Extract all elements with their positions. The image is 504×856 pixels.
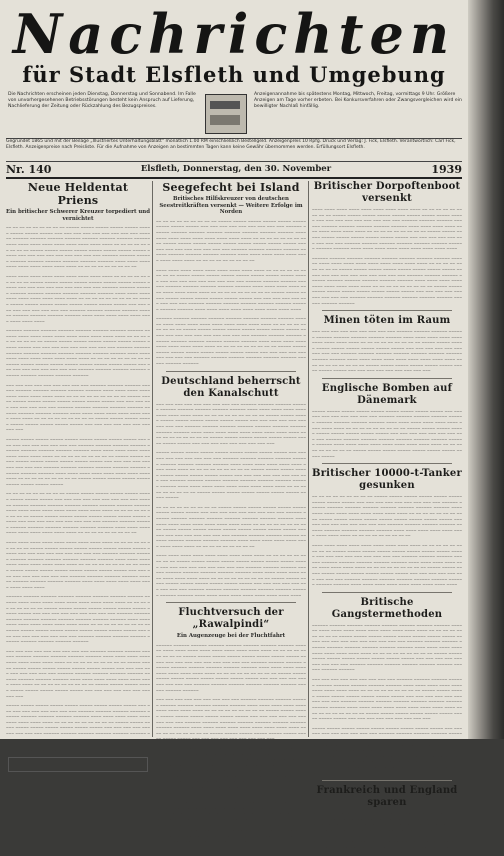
article-body: ‒‒‒‒‒ ‒‒‒‒‒ ‒‒‒‒‒ ‒‒‒‒‒ ‒‒‒‒‒ ‒‒‒‒‒ ‒‒‒‒‒ ‒‒‒‒‒ ‒‒‒‒‒ ‒‒‒ ‒‒‒ ‒‒‒ ‒‒‒ ‒‒‒ ‒‒‒ ‒‒‒ ‒‒‒ ‒‒‒ ‒‒‒‒‒‒ ‒‒‒‒‒‒ ‒‒‒‒‒‒ ‒‒‒‒‒‒ ‒‒‒‒‒‒ ‒‒‒‒‒‒ ‒‒‒‒‒‒ ‒‒‒‒‒‒ ‒‒‒‒‒‒ ‒‒‒‒ ‒‒‒‒ ‒‒‒‒ ‒‒‒‒ ‒‒‒‒ ‒‒‒‒ ‒‒‒‒ ‒‒‒‒ ‒‒‒‒ ‒‒ ‒‒ ‒‒ ‒‒ ‒‒ ‒‒ ‒‒ ‒‒ ‒‒ ‒‒‒‒‒ ‒‒‒‒‒ ‒‒‒‒‒ ‒‒‒‒‒ ‒‒‒‒‒ ‒‒‒‒‒ ‒‒‒‒‒ ‒‒‒‒‒ ‒‒‒‒‒ ‒‒‒ ‒‒‒ ‒‒‒ ‒‒‒ ‒‒‒ ‒‒‒ ‒‒‒ ‒‒‒ ‒‒‒ ‒‒‒‒‒‒ ‒‒‒‒‒‒ ‒‒‒‒‒‒ ‒‒‒‒‒‒ ‒‒‒‒‒‒ ‒‒‒‒‒‒ ‒‒‒‒‒‒ ‒‒‒‒‒‒ ‒‒‒‒‒‒ ‒‒‒‒ ‒‒‒‒ ‒‒‒‒ ‒‒‒‒ ‒‒‒‒ ‒‒‒‒ ‒‒‒‒ ‒‒‒‒ ‒‒‒‒ ‒‒ ‒‒ ‒‒ ‒‒ ‒‒ ‒‒ ‒‒ ‒‒ ‒‒ ‒‒‒‒‒ ‒‒‒‒‒ ‒‒‒‒‒ ‒‒‒‒‒ ‒‒‒‒‒ ‒‒‒‒‒ ‒‒‒‒‒ ‒‒‒‒‒ ‒‒‒‒‒ xyxy=(312,408,462,459)
deck-priens: Ein britischer Schwerer Kreuzer torpediert und vernichtet xyxy=(6,209,150,222)
headline-daenemark: Englische Bomben auf Dänemark xyxy=(321,382,453,406)
article-body: ‒‒‒‒ ‒‒‒‒ ‒‒‒‒ ‒‒‒‒ ‒‒‒‒ ‒‒‒‒ ‒‒‒‒ ‒‒‒‒ ‒‒‒‒ ‒‒ ‒‒ ‒‒ ‒‒ ‒‒ ‒‒ ‒‒ ‒‒ ‒‒ ‒‒‒‒‒ ‒‒‒‒‒ ‒‒‒‒‒ ‒‒‒‒‒ ‒‒‒‒‒ ‒‒‒‒‒ ‒‒‒‒‒ ‒‒‒‒‒ ‒‒‒‒‒ ‒‒‒ ‒‒‒ ‒‒‒ ‒‒‒ ‒‒‒ ‒‒‒ ‒‒‒ ‒‒‒ ‒‒‒ ‒‒‒‒‒‒ ‒‒‒‒‒‒ ‒‒‒‒‒‒ ‒‒‒‒‒‒ ‒‒‒‒‒‒ ‒‒‒‒‒‒ ‒‒‒‒‒‒ ‒‒‒‒‒‒ ‒‒‒‒‒‒ ‒‒‒‒ ‒‒‒‒ ‒‒‒‒ ‒‒‒‒ ‒‒‒‒ ‒‒‒‒ ‒‒‒‒ ‒‒‒‒ ‒‒‒‒ ‒‒ ‒‒ ‒‒ ‒‒ ‒‒ ‒‒ ‒‒ ‒‒ ‒‒ ‒‒‒‒‒ ‒‒‒‒‒ ‒‒‒‒‒ ‒‒‒‒‒ ‒‒‒‒‒ ‒‒‒‒‒ ‒‒‒‒‒ ‒‒‒‒‒ ‒‒‒‒‒ ‒‒‒ ‒‒‒ ‒‒‒ ‒‒‒ ‒‒‒ ‒‒‒ ‒‒‒ ‒‒‒ ‒‒‒ ‒‒‒‒‒‒ ‒‒‒‒‒‒ ‒‒‒‒‒‒ ‒‒‒‒‒‒ ‒‒‒‒‒‒ ‒‒‒‒‒‒ ‒‒‒‒‒‒ ‒‒‒‒‒‒ ‒‒‒‒‒‒ ‒‒‒‒ ‒‒‒‒ ‒‒‒‒ ‒‒‒‒ ‒‒‒‒ ‒‒‒‒ ‒‒‒‒ ‒‒‒‒ ‒‒‒‒ xyxy=(6,273,150,324)
article-body: ‒‒‒‒‒‒ ‒‒‒‒‒‒ ‒‒‒‒‒‒ ‒‒‒‒‒‒ ‒‒‒‒‒‒ ‒‒‒‒‒‒ ‒‒‒‒‒‒ ‒‒‒‒‒‒ ‒‒‒‒‒‒ ‒‒‒‒ ‒‒‒‒ ‒‒‒‒ ‒‒‒‒ ‒‒‒‒ ‒‒‒‒ ‒‒‒‒ ‒‒‒‒ ‒‒‒‒ ‒‒ ‒‒ ‒‒ ‒‒ ‒‒ ‒‒ ‒‒ ‒‒ ‒‒ ‒‒‒‒‒ ‒‒‒‒‒ ‒‒‒‒‒ ‒‒‒‒‒ ‒‒‒‒‒ ‒‒‒‒‒ ‒‒‒‒‒ ‒‒‒‒‒ ‒‒‒‒‒ ‒‒‒ ‒‒‒ ‒‒‒ ‒‒‒ ‒‒‒ ‒‒‒ ‒‒‒ ‒‒‒ ‒‒‒ ‒‒‒‒‒‒ ‒‒‒‒‒‒ ‒‒‒‒‒‒ ‒‒‒‒‒‒ ‒‒‒‒‒‒ ‒‒‒‒‒‒ ‒‒‒‒‒‒ ‒‒‒‒‒‒ ‒‒‒‒‒‒ ‒‒‒‒ ‒‒‒‒ ‒‒‒‒ ‒‒‒‒ ‒‒‒‒ ‒‒‒‒ ‒‒‒‒ ‒‒‒‒ ‒‒‒‒ ‒‒ ‒‒ ‒‒ ‒‒ ‒‒ ‒‒ ‒‒ ‒‒ ‒‒ ‒‒‒‒‒ ‒‒‒‒‒ ‒‒‒‒‒ ‒‒‒‒‒ ‒‒‒‒‒ ‒‒‒‒‒ ‒‒‒‒‒ ‒‒‒‒‒ ‒‒‒‒‒ ‒‒‒ ‒‒‒ ‒‒‒ ‒‒‒ ‒‒‒ ‒‒‒ ‒‒‒ ‒‒‒ ‒‒‒ ‒‒‒‒‒‒ ‒‒‒‒‒‒ ‒‒‒‒‒‒ ‒‒‒‒‒‒ ‒‒‒‒‒‒ ‒‒‒‒‒‒ ‒‒‒‒‒‒ ‒‒‒‒‒‒ ‒‒‒‒‒‒ xyxy=(6,594,150,645)
article-body: ‒‒‒‒‒‒ ‒‒‒‒‒‒ ‒‒‒‒‒‒ ‒‒‒‒‒‒ ‒‒‒‒‒‒ ‒‒‒‒‒‒ ‒‒‒‒‒‒ ‒‒‒‒‒‒ ‒‒‒‒‒‒ ‒‒‒‒ ‒‒‒‒ ‒‒‒‒ ‒‒‒‒ ‒‒‒‒ ‒‒‒‒ ‒‒‒‒ ‒‒‒‒ ‒‒‒‒ ‒‒ ‒‒ ‒‒ ‒‒ ‒‒ ‒‒ ‒‒ ‒‒ ‒‒ ‒‒‒‒‒ ‒‒‒‒‒ ‒‒‒‒‒ ‒‒‒‒‒ ‒‒‒‒‒ ‒‒‒‒‒ ‒‒‒‒‒ ‒‒‒‒‒ ‒‒‒‒‒ ‒‒‒ ‒‒‒ ‒‒‒ ‒‒‒ ‒‒‒ ‒‒‒ ‒‒‒ ‒‒‒ ‒‒‒ ‒‒‒‒‒‒ ‒‒‒‒‒‒ ‒‒‒‒‒‒ ‒‒‒‒‒‒ ‒‒‒‒‒‒ ‒‒‒‒‒‒ ‒‒‒‒‒‒ ‒‒‒‒‒‒ ‒‒‒‒‒‒ ‒‒‒‒ ‒‒‒‒ ‒‒‒‒ ‒‒‒‒ ‒‒‒‒ ‒‒‒‒ ‒‒‒‒ ‒‒‒‒ ‒‒‒‒ ‒‒ ‒‒ ‒‒ ‒‒ ‒‒ ‒‒ ‒‒ ‒‒ ‒‒ ‒‒‒‒‒ ‒‒‒‒‒ ‒‒‒‒‒ ‒‒‒‒‒ ‒‒‒‒‒ ‒‒‒‒‒ ‒‒‒‒‒ ‒‒‒‒‒ ‒‒‒‒‒ ‒‒‒ ‒‒‒ ‒‒‒ ‒‒‒ ‒‒‒ ‒‒‒ ‒‒‒ ‒‒‒ ‒‒‒ ‒‒‒‒‒‒ ‒‒‒‒‒‒ ‒‒‒‒‒‒ ‒‒‒‒‒‒ ‒‒‒‒‒‒ ‒‒‒‒‒‒ ‒‒‒‒‒‒ ‒‒‒‒‒‒ ‒‒‒‒‒‒ xyxy=(156,642,306,693)
column-2 xyxy=(156,181,306,845)
issue-number: Nr. 140 xyxy=(6,163,52,176)
article-body: ‒‒‒ ‒‒‒ ‒‒‒ ‒‒‒ ‒‒‒ ‒‒‒ ‒‒‒ ‒‒‒ ‒‒‒ ‒‒‒‒‒‒ ‒‒‒‒‒‒ ‒‒‒‒‒‒ ‒‒‒‒‒‒ ‒‒‒‒‒‒ ‒‒‒‒‒‒ ‒‒‒‒‒‒ ‒‒‒‒‒‒ ‒‒‒‒‒‒ ‒‒‒‒ ‒‒‒‒ ‒‒‒‒ ‒‒‒‒ ‒‒‒‒ ‒‒‒‒ ‒‒‒‒ ‒‒‒‒ ‒‒‒‒ ‒‒ ‒‒ ‒‒ ‒‒ ‒‒ ‒‒ ‒‒ ‒‒ ‒‒ ‒‒‒‒‒ ‒‒‒‒‒ ‒‒‒‒‒ ‒‒‒‒‒ ‒‒‒‒‒ ‒‒‒‒‒ ‒‒‒‒‒ ‒‒‒‒‒ ‒‒‒‒‒ ‒‒‒ ‒‒‒ ‒‒‒ ‒‒‒ ‒‒‒ ‒‒‒ ‒‒‒ ‒‒‒ ‒‒‒ ‒‒‒‒‒‒ ‒‒‒‒‒‒ ‒‒‒‒‒‒ ‒‒‒‒‒‒ ‒‒‒‒‒‒ ‒‒‒‒‒‒ ‒‒‒‒‒‒ ‒‒‒‒‒‒ ‒‒‒‒‒‒ ‒‒‒‒ ‒‒‒‒ ‒‒‒‒ ‒‒‒‒ ‒‒‒‒ ‒‒‒‒ ‒‒‒‒ ‒‒‒‒ ‒‒‒‒ ‒‒ ‒‒ ‒‒ ‒‒ ‒‒ ‒‒ ‒‒ ‒‒ ‒‒ ‒‒‒‒‒ ‒‒‒‒‒ ‒‒‒‒‒ ‒‒‒‒‒ ‒‒‒‒‒ ‒‒‒‒‒ ‒‒‒‒‒ ‒‒‒‒‒ ‒‒‒‒‒ ‒‒‒ ‒‒‒ ‒‒‒ ‒‒‒ ‒‒‒ ‒‒‒ ‒‒‒ ‒‒‒ ‒‒‒ xyxy=(6,648,150,699)
masthead-title: Nachrichten xyxy=(12,2,456,66)
article-body: ‒‒ ‒‒ ‒‒ ‒‒ ‒‒ ‒‒ ‒‒ ‒‒ ‒‒ ‒‒‒‒‒ ‒‒‒‒‒ ‒‒‒‒‒ ‒‒‒‒‒ ‒‒‒‒‒ ‒‒‒‒‒ ‒‒‒‒‒ ‒‒‒‒‒ ‒‒‒‒‒ ‒‒‒ ‒‒‒ ‒‒‒ ‒‒‒ ‒‒‒ ‒‒‒ ‒‒‒ ‒‒‒ ‒‒‒ ‒‒‒‒‒‒ ‒‒‒‒‒‒ ‒‒‒‒‒‒ ‒‒‒‒‒‒ ‒‒‒‒‒‒ ‒‒‒‒‒‒ ‒‒‒‒‒‒ ‒‒‒‒‒‒ ‒‒‒‒‒‒ ‒‒‒‒ ‒‒‒‒ ‒‒‒‒ ‒‒‒‒ ‒‒‒‒ ‒‒‒‒ ‒‒‒‒ ‒‒‒‒ ‒‒‒‒ ‒‒ ‒‒ ‒‒ ‒‒ ‒‒ ‒‒ ‒‒ ‒‒ ‒‒ ‒‒‒‒‒ ‒‒‒‒‒ ‒‒‒‒‒ ‒‒‒‒‒ ‒‒‒‒‒ ‒‒‒‒‒ ‒‒‒‒‒ ‒‒‒‒‒ ‒‒‒‒‒ ‒‒‒ ‒‒‒ ‒‒‒ ‒‒‒ ‒‒‒ ‒‒‒ ‒‒‒ ‒‒‒ ‒‒‒ ‒‒‒‒‒‒ ‒‒‒‒‒‒ ‒‒‒‒‒‒ ‒‒‒‒‒‒ ‒‒‒‒‒‒ ‒‒‒‒‒‒ ‒‒‒‒‒‒ ‒‒‒‒‒‒ ‒‒‒‒‒‒ ‒‒‒‒ ‒‒‒‒ ‒‒‒‒ ‒‒‒‒ ‒‒‒‒ ‒‒‒‒ ‒‒‒‒ ‒‒‒‒ ‒‒‒‒ ‒‒ ‒‒ ‒‒ ‒‒ ‒‒ ‒‒ ‒‒ ‒‒ ‒‒ xyxy=(156,218,306,263)
article-body: ‒‒‒‒‒‒ ‒‒‒‒‒‒ ‒‒‒‒‒‒ ‒‒‒‒‒‒ ‒‒‒‒‒‒ ‒‒‒‒‒‒ ‒‒‒‒‒‒ ‒‒‒‒‒‒ ‒‒‒‒‒‒ ‒‒‒‒ ‒‒‒‒ ‒‒‒‒ ‒‒‒‒ ‒‒‒‒ ‒‒‒‒ ‒‒‒‒ ‒‒‒‒ ‒‒‒‒ ‒‒ ‒‒ ‒‒ ‒‒ ‒‒ ‒‒ ‒‒ ‒‒ ‒‒ ‒‒‒‒‒ ‒‒‒‒‒ ‒‒‒‒‒ ‒‒‒‒‒ ‒‒‒‒‒ ‒‒‒‒‒ ‒‒‒‒‒ ‒‒‒‒‒ ‒‒‒‒‒ ‒‒‒ ‒‒‒ ‒‒‒ ‒‒‒ ‒‒‒ ‒‒‒ ‒‒‒ ‒‒‒ ‒‒‒ ‒‒‒‒‒‒ ‒‒‒‒‒‒ ‒‒‒‒‒‒ ‒‒‒‒‒‒ ‒‒‒‒‒‒ ‒‒‒‒‒‒ ‒‒‒‒‒‒ ‒‒‒‒‒‒ ‒‒‒‒‒‒ ‒‒‒‒ ‒‒‒‒ ‒‒‒‒ ‒‒‒‒ ‒‒‒‒ ‒‒‒‒ ‒‒‒‒ ‒‒‒‒ ‒‒‒‒ ‒‒ ‒‒ ‒‒ ‒‒ ‒‒ ‒‒ ‒‒ ‒‒ ‒‒ ‒‒‒‒‒ ‒‒‒‒‒ ‒‒‒‒‒ ‒‒‒‒‒ ‒‒‒‒‒ ‒‒‒‒‒ ‒‒‒‒‒ ‒‒‒‒‒ ‒‒‒‒‒ ‒‒‒ ‒‒‒ ‒‒‒ ‒‒‒ ‒‒‒ ‒‒‒ ‒‒‒ ‒‒‒ ‒‒‒ ‒‒‒‒‒‒ ‒‒‒‒‒‒ ‒‒‒‒‒‒ ‒‒‒‒‒‒ ‒‒‒‒‒‒ ‒‒‒‒‒‒ ‒‒‒‒‒‒ ‒‒‒‒‒‒ ‒‒‒‒‒‒ xyxy=(312,255,462,306)
year: 1939 xyxy=(431,163,462,176)
article-body: ‒‒‒‒‒‒ ‒‒‒‒‒‒ ‒‒‒‒‒‒ ‒‒‒‒‒‒ ‒‒‒‒‒‒ ‒‒‒‒‒‒ ‒‒‒‒‒‒ ‒‒‒‒‒‒ ‒‒‒‒‒‒ ‒‒‒‒ ‒‒‒‒ ‒‒‒‒ ‒‒‒‒ ‒‒‒‒ ‒‒‒‒ ‒‒‒‒ ‒‒‒‒ ‒‒‒‒ ‒‒ ‒‒ ‒‒ ‒‒ ‒‒ ‒‒ ‒‒ ‒‒ ‒‒ ‒‒‒‒‒ ‒‒‒‒‒ ‒‒‒‒‒ ‒‒‒‒‒ ‒‒‒‒‒ ‒‒‒‒‒ ‒‒‒‒‒ ‒‒‒‒‒ ‒‒‒‒‒ ‒‒‒ ‒‒‒ ‒‒‒ ‒‒‒ ‒‒‒ ‒‒‒ ‒‒‒ ‒‒‒ ‒‒‒ ‒‒‒‒‒‒ ‒‒‒‒‒‒ ‒‒‒‒‒‒ ‒‒‒‒‒‒ ‒‒‒‒‒‒ ‒‒‒‒‒‒ ‒‒‒‒‒‒ ‒‒‒‒‒‒ ‒‒‒‒‒‒ ‒‒‒‒ ‒‒‒‒ ‒‒‒‒ ‒‒‒‒ ‒‒‒‒ ‒‒‒‒ ‒‒‒‒ ‒‒‒‒ ‒‒‒‒ ‒‒ ‒‒ ‒‒ ‒‒ ‒‒ ‒‒ ‒‒ ‒‒ ‒‒ ‒‒‒‒‒ ‒‒‒‒‒ ‒‒‒‒‒ ‒‒‒‒‒ ‒‒‒‒‒ ‒‒‒‒‒ ‒‒‒‒‒ ‒‒‒‒‒ ‒‒‒‒‒ ‒‒‒ ‒‒‒ ‒‒‒ ‒‒‒ ‒‒‒ ‒‒‒ ‒‒‒ ‒‒‒ ‒‒‒ ‒‒‒‒‒‒ ‒‒‒‒‒‒ ‒‒‒‒‒‒ ‒‒‒‒‒‒ ‒‒‒‒‒‒ ‒‒‒‒‒‒ ‒‒‒‒‒‒ ‒‒‒‒‒‒ ‒‒‒‒‒‒ xyxy=(312,622,462,673)
header-notice-right: Anzeigenannahme bis spätestens Montag, Mittwoch, Freitag, vormittags 9 Uhr. Größere Anzeigen am Tage vorher erbeten. Bei Konkursverfahren oder Zwangsvergleichen wird ein bewilligter Nachlaß hinfällig. xyxy=(254,92,462,109)
article-body: ‒‒‒ ‒‒‒ ‒‒‒ ‒‒‒ ‒‒‒ ‒‒‒ ‒‒‒ ‒‒‒ ‒‒‒ ‒‒‒‒‒‒ ‒‒‒‒‒‒ ‒‒‒‒‒‒ ‒‒‒‒‒‒ ‒‒‒‒‒‒ ‒‒‒‒‒‒ ‒‒‒‒‒‒ ‒‒‒‒‒‒ ‒‒‒‒‒‒ ‒‒‒‒ ‒‒‒‒ ‒‒‒‒ ‒‒‒‒ ‒‒‒‒ ‒‒‒‒ ‒‒‒‒ ‒‒‒‒ ‒‒‒‒ ‒‒ ‒‒ ‒‒ ‒‒ ‒‒ ‒‒ ‒‒ ‒‒ ‒‒ ‒‒‒‒‒ ‒‒‒‒‒ ‒‒‒‒‒ ‒‒‒‒‒ ‒‒‒‒‒ ‒‒‒‒‒ ‒‒‒‒‒ ‒‒‒‒‒ ‒‒‒‒‒ ‒‒‒ ‒‒‒ ‒‒‒ ‒‒‒ ‒‒‒ ‒‒‒ ‒‒‒ ‒‒‒ ‒‒‒ ‒‒‒‒‒‒ ‒‒‒‒‒‒ ‒‒‒‒‒‒ ‒‒‒‒‒‒ ‒‒‒‒‒‒ ‒‒‒‒‒‒ ‒‒‒‒‒‒ ‒‒‒‒‒‒ ‒‒‒‒‒‒ ‒‒‒‒ ‒‒‒‒ ‒‒‒‒ ‒‒‒‒ ‒‒‒‒ ‒‒‒‒ ‒‒‒‒ ‒‒‒‒ ‒‒‒‒ ‒‒ ‒‒ ‒‒ ‒‒ ‒‒ ‒‒ ‒‒ ‒‒ ‒‒ ‒‒‒‒‒ ‒‒‒‒‒ ‒‒‒‒‒ ‒‒‒‒‒ ‒‒‒‒‒ ‒‒‒‒‒ ‒‒‒‒‒ ‒‒‒‒‒ ‒‒‒‒‒ ‒‒‒ ‒‒‒ ‒‒‒ ‒‒‒ ‒‒‒ ‒‒‒ ‒‒‒ ‒‒‒ ‒‒‒ xyxy=(312,677,462,722)
article-body: ‒‒ ‒‒ ‒‒ ‒‒ ‒‒ ‒‒ ‒‒ ‒‒ ‒‒ ‒‒‒‒‒ ‒‒‒‒‒ ‒‒‒‒‒ ‒‒‒‒‒ ‒‒‒‒‒ ‒‒‒‒‒ ‒‒‒‒‒ ‒‒‒‒‒ ‒‒‒‒‒ ‒‒‒ ‒‒‒ ‒‒‒ ‒‒‒ ‒‒‒ ‒‒‒ ‒‒‒ ‒‒‒ ‒‒‒ ‒‒‒‒‒‒ ‒‒‒‒‒‒ ‒‒‒‒‒‒ ‒‒‒‒‒‒ ‒‒‒‒‒‒ ‒‒‒‒‒‒ ‒‒‒‒‒‒ ‒‒‒‒‒‒ ‒‒‒‒‒‒ ‒‒‒‒ ‒‒‒‒ ‒‒‒‒ ‒‒‒‒ ‒‒‒‒ ‒‒‒‒ ‒‒‒‒ ‒‒‒‒ ‒‒‒‒ ‒‒ ‒‒ ‒‒ ‒‒ ‒‒ ‒‒ ‒‒ ‒‒ ‒‒ ‒‒‒‒‒ ‒‒‒‒‒ ‒‒‒‒‒ ‒‒‒‒‒ ‒‒‒‒‒ ‒‒‒‒‒ ‒‒‒‒‒ ‒‒‒‒‒ ‒‒‒‒‒ ‒‒‒ ‒‒‒ ‒‒‒ ‒‒‒ ‒‒‒ ‒‒‒ ‒‒‒ ‒‒‒ ‒‒‒ ‒‒‒‒‒‒ ‒‒‒‒‒‒ ‒‒‒‒‒‒ ‒‒‒‒‒‒ ‒‒‒‒‒‒ ‒‒‒‒‒‒ ‒‒‒‒‒‒ ‒‒‒‒‒‒ ‒‒‒‒‒‒ ‒‒‒‒ ‒‒‒‒ ‒‒‒‒ ‒‒‒‒ ‒‒‒‒ ‒‒‒‒ ‒‒‒‒ ‒‒‒‒ ‒‒‒‒ ‒‒ ‒‒ ‒‒ ‒‒ ‒‒ ‒‒ ‒‒ ‒‒ ‒‒ xyxy=(6,491,150,536)
header-notice-left: Die Nachrichten erscheinen jeden Dienstag, Donnerstag und Sonnabend. Im Falle von unvorhergesehenen Betriebsstörungen besteht kein Anspruch auf Lieferung, Nachlieferung der Zeitung oder Rückzahlung des Bezugspreises. xyxy=(8,92,196,109)
article-separator xyxy=(166,602,296,603)
column-rule xyxy=(308,181,309,737)
article-body: ‒‒‒‒ ‒‒‒‒ ‒‒‒‒ ‒‒‒‒ ‒‒‒‒ ‒‒‒‒ ‒‒‒‒ ‒‒‒‒ ‒‒‒‒ ‒‒ ‒‒ ‒‒ ‒‒ ‒‒ ‒‒ ‒‒ ‒‒ ‒‒ ‒‒‒‒‒ ‒‒‒‒‒ ‒‒‒‒‒ ‒‒‒‒‒ ‒‒‒‒‒ ‒‒‒‒‒ ‒‒‒‒‒ ‒‒‒‒‒ ‒‒‒‒‒ ‒‒‒ ‒‒‒ ‒‒‒ ‒‒‒ ‒‒‒ ‒‒‒ ‒‒‒ ‒‒‒ ‒‒‒ ‒‒‒‒‒‒ ‒‒‒‒‒‒ ‒‒‒‒‒‒ ‒‒‒‒‒‒ ‒‒‒‒‒‒ ‒‒‒‒‒‒ ‒‒‒‒‒‒ ‒‒‒‒‒‒ ‒‒‒‒‒‒ ‒‒‒‒ ‒‒‒‒ ‒‒‒‒ ‒‒‒‒ ‒‒‒‒ ‒‒‒‒ ‒‒‒‒ ‒‒‒‒ ‒‒‒‒ ‒‒ ‒‒ ‒‒ ‒‒ ‒‒ ‒‒ ‒‒ ‒‒ ‒‒ ‒‒‒‒‒ ‒‒‒‒‒ ‒‒‒‒‒ ‒‒‒‒‒ ‒‒‒‒‒ ‒‒‒‒‒ ‒‒‒‒‒ ‒‒‒‒‒ ‒‒‒‒‒ ‒‒‒ ‒‒‒ ‒‒‒ ‒‒‒ ‒‒‒ ‒‒‒ ‒‒‒ ‒‒‒ ‒‒‒ ‒‒‒‒‒‒ ‒‒‒‒‒‒ ‒‒‒‒‒‒ ‒‒‒‒‒‒ ‒‒‒‒‒‒ ‒‒‒‒‒‒ ‒‒‒‒‒‒ ‒‒‒‒‒‒ ‒‒‒‒‒‒ ‒‒‒‒ ‒‒‒‒ ‒‒‒‒ ‒‒‒‒ ‒‒‒‒ ‒‒‒‒ ‒‒‒‒ ‒‒‒‒ ‒‒‒‒ xyxy=(156,553,306,598)
headline-island: Seegefecht bei Island xyxy=(162,181,300,194)
article-body: ‒‒‒ ‒‒‒ ‒‒‒ ‒‒‒ ‒‒‒ ‒‒‒ ‒‒‒ ‒‒‒ ‒‒‒ ‒‒‒‒‒‒ ‒‒‒‒‒‒ ‒‒‒‒‒‒ ‒‒‒‒‒‒ ‒‒‒‒‒‒ ‒‒‒‒‒‒ ‒‒‒‒‒‒ ‒‒‒‒‒‒ ‒‒‒‒‒‒ ‒‒‒‒ ‒‒‒‒ ‒‒‒‒ ‒‒‒‒ ‒‒‒‒ ‒‒‒‒ ‒‒‒‒ ‒‒‒‒ ‒‒‒‒ ‒‒ ‒‒ ‒‒ ‒‒ ‒‒ ‒‒ ‒‒ ‒‒ ‒‒ ‒‒‒‒‒ ‒‒‒‒‒ ‒‒‒‒‒ ‒‒‒‒‒ ‒‒‒‒‒ ‒‒‒‒‒ ‒‒‒‒‒ ‒‒‒‒‒ ‒‒‒‒‒ ‒‒‒ ‒‒‒ ‒‒‒ ‒‒‒ ‒‒‒ ‒‒‒ ‒‒‒ ‒‒‒ ‒‒‒ ‒‒‒‒‒‒ ‒‒‒‒‒‒ ‒‒‒‒‒‒ ‒‒‒‒‒‒ ‒‒‒‒‒‒ ‒‒‒‒‒‒ ‒‒‒‒‒‒ ‒‒‒‒‒‒ ‒‒‒‒‒‒ ‒‒‒‒ ‒‒‒‒ ‒‒‒‒ ‒‒‒‒ ‒‒‒‒ ‒‒‒‒ ‒‒‒‒ ‒‒‒‒ ‒‒‒‒ ‒‒ ‒‒ ‒‒ ‒‒ ‒‒ ‒‒ ‒‒ ‒‒ ‒‒ ‒‒‒‒‒ ‒‒‒‒‒ ‒‒‒‒‒ ‒‒‒‒‒ ‒‒‒‒‒ ‒‒‒‒‒ ‒‒‒‒‒ ‒‒‒‒‒ ‒‒‒‒‒ ‒‒‒ ‒‒‒ ‒‒‒ ‒‒‒ ‒‒‒ ‒‒‒ ‒‒‒ ‒‒‒ ‒‒‒ xyxy=(156,697,306,742)
publisher-strip: Gegründet 1865 und mit der Beilage „Illustriertes Unterhaltungsblatt“ monatlich 1.00 RM einschließlich Bestellgeld. Anzeigenpreis 10 Rpfg. Druck und Verlag: J. Fick, Elsfleth. Verantwortlich: Carl Fick, Elsfleth. Anzeigenpreise nach Preisliste. Für die Aufnahme von Anzeigen an bestimmten Tagen kann keine Gewähr übernommen werden. Erfüllungsort Elsfleth. xyxy=(6,138,462,162)
article-body: ‒‒ ‒‒ ‒‒ ‒‒ ‒‒ ‒‒ ‒‒ ‒‒ ‒‒ ‒‒‒‒‒ ‒‒‒‒‒ ‒‒‒‒‒ ‒‒‒‒‒ ‒‒‒‒‒ ‒‒‒‒‒ ‒‒‒‒‒ ‒‒‒‒‒ ‒‒‒‒‒ ‒‒‒ ‒‒‒ ‒‒‒ ‒‒‒ ‒‒‒ ‒‒‒ ‒‒‒ ‒‒‒ ‒‒‒ ‒‒‒‒‒‒ ‒‒‒‒‒‒ ‒‒‒‒‒‒ ‒‒‒‒‒‒ ‒‒‒‒‒‒ ‒‒‒‒‒‒ ‒‒‒‒‒‒ ‒‒‒‒‒‒ ‒‒‒‒‒‒ ‒‒‒‒ ‒‒‒‒ ‒‒‒‒ ‒‒‒‒ ‒‒‒‒ ‒‒‒‒ ‒‒‒‒ ‒‒‒‒ ‒‒‒‒ ‒‒ ‒‒ ‒‒ ‒‒ ‒‒ ‒‒ ‒‒ ‒‒ ‒‒ ‒‒‒‒‒ ‒‒‒‒‒ ‒‒‒‒‒ ‒‒‒‒‒ ‒‒‒‒‒ ‒‒‒‒‒ ‒‒‒‒‒ ‒‒‒‒‒ ‒‒‒‒‒ ‒‒‒ ‒‒‒ ‒‒‒ ‒‒‒ ‒‒‒ ‒‒‒ ‒‒‒ ‒‒‒ ‒‒‒ ‒‒‒‒‒‒ ‒‒‒‒‒‒ ‒‒‒‒‒‒ ‒‒‒‒‒‒ ‒‒‒‒‒‒ ‒‒‒‒‒‒ ‒‒‒‒‒‒ ‒‒‒‒‒‒ ‒‒‒‒‒‒ ‒‒‒‒ ‒‒‒‒ ‒‒‒‒ ‒‒‒‒ ‒‒‒‒ ‒‒‒‒ ‒‒‒‒ ‒‒‒‒ ‒‒‒‒ ‒‒ ‒‒ ‒‒ ‒‒ ‒‒ ‒‒ ‒‒ ‒‒ ‒‒ xyxy=(156,800,306,845)
article-body: ‒‒‒‒‒ ‒‒‒‒‒ ‒‒‒‒‒ ‒‒‒‒‒ ‒‒‒‒‒ ‒‒‒‒‒ ‒‒‒‒‒ ‒‒‒‒‒ ‒‒‒‒‒ ‒‒‒ ‒‒‒ ‒‒‒ ‒‒‒ ‒‒‒ ‒‒‒ ‒‒‒ ‒‒‒ ‒‒‒ ‒‒‒‒‒‒ ‒‒‒‒‒‒ ‒‒‒‒‒‒ ‒‒‒‒‒‒ ‒‒‒‒‒‒ ‒‒‒‒‒‒ ‒‒‒‒‒‒ ‒‒‒‒‒‒ ‒‒‒‒‒‒ ‒‒‒‒ ‒‒‒‒ ‒‒‒‒ ‒‒‒‒ ‒‒‒‒ ‒‒‒‒ ‒‒‒‒ ‒‒‒‒ ‒‒‒‒ ‒‒ ‒‒ ‒‒ ‒‒ ‒‒ ‒‒ ‒‒ ‒‒ ‒‒ ‒‒‒‒‒ ‒‒‒‒‒ ‒‒‒‒‒ ‒‒‒‒‒ ‒‒‒‒‒ ‒‒‒‒‒ ‒‒‒‒‒ ‒‒‒‒‒ ‒‒‒‒‒ ‒‒‒ ‒‒‒ ‒‒‒ ‒‒‒ ‒‒‒ ‒‒‒ ‒‒‒ ‒‒‒ ‒‒‒ ‒‒‒‒‒‒ ‒‒‒‒‒‒ ‒‒‒‒‒‒ ‒‒‒‒‒‒ ‒‒‒‒‒‒ ‒‒‒‒‒‒ ‒‒‒‒‒‒ ‒‒‒‒‒‒ ‒‒‒‒‒‒ ‒‒‒‒ ‒‒‒‒ ‒‒‒‒ ‒‒‒‒ ‒‒‒‒ ‒‒‒‒ ‒‒‒‒ ‒‒‒‒ ‒‒‒‒ ‒‒ ‒‒ ‒‒ ‒‒ ‒‒ ‒‒ ‒‒ ‒‒ ‒‒ ‒‒‒‒‒ ‒‒‒‒‒ ‒‒‒‒‒ ‒‒‒‒‒ ‒‒‒‒‒ ‒‒‒‒‒ ‒‒‒‒‒ ‒‒‒‒‒ ‒‒‒‒‒ xyxy=(156,745,306,796)
column-rule xyxy=(152,181,153,737)
book-binding xyxy=(468,0,504,739)
dateline xyxy=(6,161,462,179)
deck-rawalpindi: Ein Augenzeuge bei der Fluchtfahrt xyxy=(176,633,286,640)
article-separator xyxy=(322,310,452,311)
headline-gangster: Britische Gangstermethoden xyxy=(331,596,443,620)
article-body: ‒‒ ‒‒ ‒‒ ‒‒ ‒‒ ‒‒ ‒‒ ‒‒ ‒‒ ‒‒‒‒‒ ‒‒‒‒‒ ‒‒‒‒‒ ‒‒‒‒‒ ‒‒‒‒‒ ‒‒‒‒‒ ‒‒‒‒‒ ‒‒‒‒‒ ‒‒‒‒‒ ‒‒‒ ‒‒‒ ‒‒‒ ‒‒‒ ‒‒‒ ‒‒‒ ‒‒‒ ‒‒‒ ‒‒‒ ‒‒‒‒‒‒ ‒‒‒‒‒‒ ‒‒‒‒‒‒ ‒‒‒‒‒‒ ‒‒‒‒‒‒ ‒‒‒‒‒‒ ‒‒‒‒‒‒ ‒‒‒‒‒‒ ‒‒‒‒‒‒ ‒‒‒‒ ‒‒‒‒ ‒‒‒‒ ‒‒‒‒ ‒‒‒‒ ‒‒‒‒ ‒‒‒‒ ‒‒‒‒ ‒‒‒‒ ‒‒ ‒‒ ‒‒ ‒‒ ‒‒ ‒‒ ‒‒ ‒‒ ‒‒ ‒‒‒‒‒ ‒‒‒‒‒ ‒‒‒‒‒ ‒‒‒‒‒ ‒‒‒‒‒ ‒‒‒‒‒ ‒‒‒‒‒ ‒‒‒‒‒ ‒‒‒‒‒ ‒‒‒ ‒‒‒ ‒‒‒ ‒‒‒ ‒‒‒ ‒‒‒ ‒‒‒ ‒‒‒ ‒‒‒ ‒‒‒‒‒‒ ‒‒‒‒‒‒ ‒‒‒‒‒‒ ‒‒‒‒‒‒ ‒‒‒‒‒‒ ‒‒‒‒‒‒ ‒‒‒‒‒‒ ‒‒‒‒‒‒ ‒‒‒‒‒‒ ‒‒‒‒ ‒‒‒‒ ‒‒‒‒ ‒‒‒‒ ‒‒‒‒ ‒‒‒‒ ‒‒‒‒ ‒‒‒‒ ‒‒‒‒ ‒‒ ‒‒ ‒‒ ‒‒ ‒‒ ‒‒ ‒‒ ‒‒ ‒‒ xyxy=(312,811,462,856)
headline-vorpostenboot: Britischer Dorpoftenboot versenkt xyxy=(313,181,461,204)
article-body: ‒‒‒‒‒ ‒‒‒‒‒ ‒‒‒‒‒ ‒‒‒‒‒ ‒‒‒‒‒ ‒‒‒‒‒ ‒‒‒‒‒ ‒‒‒‒‒ ‒‒‒‒‒ ‒‒‒ ‒‒‒ ‒‒‒ ‒‒‒ ‒‒‒ ‒‒‒ ‒‒‒ ‒‒‒ ‒‒‒ ‒‒‒‒‒‒ ‒‒‒‒‒‒ ‒‒‒‒‒‒ ‒‒‒‒‒‒ ‒‒‒‒‒‒ ‒‒‒‒‒‒ ‒‒‒‒‒‒ ‒‒‒‒‒‒ ‒‒‒‒‒‒ ‒‒‒‒ ‒‒‒‒ ‒‒‒‒ ‒‒‒‒ ‒‒‒‒ ‒‒‒‒ ‒‒‒‒ ‒‒‒‒ ‒‒‒‒ ‒‒ ‒‒ ‒‒ ‒‒ ‒‒ ‒‒ ‒‒ ‒‒ ‒‒ ‒‒‒‒‒ ‒‒‒‒‒ ‒‒‒‒‒ ‒‒‒‒‒ ‒‒‒‒‒ ‒‒‒‒‒ ‒‒‒‒‒ ‒‒‒‒‒ ‒‒‒‒‒ ‒‒‒ ‒‒‒ ‒‒‒ ‒‒‒ ‒‒‒ ‒‒‒ ‒‒‒ ‒‒‒ ‒‒‒ ‒‒‒‒‒‒ ‒‒‒‒‒‒ ‒‒‒‒‒‒ ‒‒‒‒‒‒ ‒‒‒‒‒‒ ‒‒‒‒‒‒ ‒‒‒‒‒‒ ‒‒‒‒‒‒ ‒‒‒‒‒‒ ‒‒‒‒ ‒‒‒‒ ‒‒‒‒ ‒‒‒‒ ‒‒‒‒ ‒‒‒‒ ‒‒‒‒ ‒‒‒‒ ‒‒‒‒ ‒‒ ‒‒ ‒‒ ‒‒ ‒‒ ‒‒ ‒‒ ‒‒ ‒‒ ‒‒‒‒‒ ‒‒‒‒‒ ‒‒‒‒‒ ‒‒‒‒‒ ‒‒‒‒‒ ‒‒‒‒‒ ‒‒‒‒‒ ‒‒‒‒‒ ‒‒‒‒‒ xyxy=(6,703,150,753)
article-body: ‒‒ ‒‒ ‒‒ ‒‒ ‒‒ ‒‒ ‒‒ ‒‒ ‒‒ ‒‒‒‒‒ ‒‒‒‒‒ ‒‒‒‒‒ ‒‒‒‒‒ ‒‒‒‒‒ ‒‒‒‒‒ ‒‒‒‒‒ ‒‒‒‒‒ ‒‒‒‒‒ ‒‒‒ ‒‒‒ ‒‒‒ ‒‒‒ ‒‒‒ ‒‒‒ ‒‒‒ ‒‒‒ ‒‒‒ ‒‒‒‒‒‒ ‒‒‒‒‒‒ ‒‒‒‒‒‒ ‒‒‒‒‒‒ ‒‒‒‒‒‒ ‒‒‒‒‒‒ ‒‒‒‒‒‒ ‒‒‒‒‒‒ ‒‒‒‒‒‒ ‒‒‒‒ ‒‒‒‒ ‒‒‒‒ ‒‒‒‒ ‒‒‒‒ ‒‒‒‒ ‒‒‒‒ ‒‒‒‒ ‒‒‒‒ ‒‒ ‒‒ ‒‒ ‒‒ ‒‒ ‒‒ ‒‒ ‒‒ ‒‒ ‒‒‒‒‒ ‒‒‒‒‒ ‒‒‒‒‒ ‒‒‒‒‒ ‒‒‒‒‒ ‒‒‒‒‒ ‒‒‒‒‒ ‒‒‒‒‒ ‒‒‒‒‒ ‒‒‒ ‒‒‒ ‒‒‒ ‒‒‒ ‒‒‒ ‒‒‒ ‒‒‒ ‒‒‒ ‒‒‒ ‒‒‒‒‒‒ ‒‒‒‒‒‒ ‒‒‒‒‒‒ ‒‒‒‒‒‒ ‒‒‒‒‒‒ ‒‒‒‒‒‒ ‒‒‒‒‒‒ ‒‒‒‒‒‒ ‒‒‒‒‒‒ ‒‒‒‒ ‒‒‒‒ ‒‒‒‒ ‒‒‒‒ ‒‒‒‒ ‒‒‒‒ ‒‒‒‒ ‒‒‒‒ ‒‒‒‒ ‒‒ ‒‒ ‒‒ ‒‒ ‒‒ ‒‒ ‒‒ ‒‒ ‒‒ xyxy=(156,504,306,549)
article-body: ‒‒ ‒‒ ‒‒ ‒‒ ‒‒ ‒‒ ‒‒ ‒‒ ‒‒ ‒‒‒‒‒ ‒‒‒‒‒ ‒‒‒‒‒ ‒‒‒‒‒ ‒‒‒‒‒ ‒‒‒‒‒ ‒‒‒‒‒ ‒‒‒‒‒ ‒‒‒‒‒ ‒‒‒ ‒‒‒ ‒‒‒ ‒‒‒ ‒‒‒ ‒‒‒ ‒‒‒ ‒‒‒ ‒‒‒ ‒‒‒‒‒‒ ‒‒‒‒‒‒ ‒‒‒‒‒‒ ‒‒‒‒‒‒ ‒‒‒‒‒‒ ‒‒‒‒‒‒ ‒‒‒‒‒‒ ‒‒‒‒‒‒ ‒‒‒‒‒‒ ‒‒‒‒ ‒‒‒‒ ‒‒‒‒ ‒‒‒‒ ‒‒‒‒ ‒‒‒‒ ‒‒‒‒ ‒‒‒‒ ‒‒‒‒ ‒‒ ‒‒ ‒‒ ‒‒ ‒‒ ‒‒ ‒‒ ‒‒ ‒‒ ‒‒‒‒‒ ‒‒‒‒‒ ‒‒‒‒‒ ‒‒‒‒‒ ‒‒‒‒‒ ‒‒‒‒‒ ‒‒‒‒‒ ‒‒‒‒‒ ‒‒‒‒‒ ‒‒‒ ‒‒‒ ‒‒‒ ‒‒‒ ‒‒‒ ‒‒‒ ‒‒‒ ‒‒‒ ‒‒‒ ‒‒‒‒‒‒ ‒‒‒‒‒‒ ‒‒‒‒‒‒ ‒‒‒‒‒‒ ‒‒‒‒‒‒ ‒‒‒‒‒‒ ‒‒‒‒‒‒ ‒‒‒‒‒‒ ‒‒‒‒‒‒ ‒‒‒‒ ‒‒‒‒ ‒‒‒‒ ‒‒‒‒ ‒‒‒‒ ‒‒‒‒ ‒‒‒‒ ‒‒‒‒ ‒‒‒‒ ‒‒ ‒‒ ‒‒ ‒‒ ‒‒ ‒‒ ‒‒ ‒‒ ‒‒ xyxy=(312,494,462,539)
article-body: ‒‒‒ ‒‒‒ ‒‒‒ ‒‒‒ ‒‒‒ ‒‒‒ ‒‒‒ ‒‒‒ ‒‒‒ ‒‒‒‒‒‒ ‒‒‒‒‒‒ ‒‒‒‒‒‒ ‒‒‒‒‒‒ ‒‒‒‒‒‒ ‒‒‒‒‒‒ ‒‒‒‒‒‒ ‒‒‒‒‒‒ ‒‒‒‒‒‒ ‒‒‒‒ ‒‒‒‒ ‒‒‒‒ ‒‒‒‒ ‒‒‒‒ ‒‒‒‒ ‒‒‒‒ ‒‒‒‒ ‒‒‒‒ ‒‒ ‒‒ ‒‒ ‒‒ ‒‒ ‒‒ ‒‒ ‒‒ ‒‒ ‒‒‒‒‒ ‒‒‒‒‒ ‒‒‒‒‒ ‒‒‒‒‒ ‒‒‒‒‒ ‒‒‒‒‒ ‒‒‒‒‒ ‒‒‒‒‒ ‒‒‒‒‒ ‒‒‒ ‒‒‒ ‒‒‒ ‒‒‒ ‒‒‒ ‒‒‒ ‒‒‒ ‒‒‒ ‒‒‒ ‒‒‒‒‒‒ ‒‒‒‒‒‒ ‒‒‒‒‒‒ ‒‒‒‒‒‒ ‒‒‒‒‒‒ ‒‒‒‒‒‒ ‒‒‒‒‒‒ ‒‒‒‒‒‒ ‒‒‒‒‒‒ ‒‒‒‒ ‒‒‒‒ ‒‒‒‒ ‒‒‒‒ ‒‒‒‒ ‒‒‒‒ ‒‒‒‒ ‒‒‒‒ ‒‒‒‒ ‒‒ ‒‒ ‒‒ ‒‒ ‒‒ ‒‒ ‒‒ ‒‒ ‒‒ ‒‒‒‒‒ ‒‒‒‒‒ ‒‒‒‒‒ ‒‒‒‒‒ ‒‒‒‒‒ ‒‒‒‒‒ ‒‒‒‒‒ ‒‒‒‒‒ ‒‒‒‒‒ ‒‒‒ ‒‒‒ ‒‒‒ ‒‒‒ ‒‒‒ ‒‒‒ ‒‒‒ ‒‒‒ ‒‒‒ xyxy=(6,382,150,433)
headline-kanal: Deutschland beherrscht den Kanalschutt xyxy=(161,375,301,399)
article-body: ‒‒‒‒‒ ‒‒‒‒‒ ‒‒‒‒‒ ‒‒‒‒‒ ‒‒‒‒‒ ‒‒‒‒‒ ‒‒‒‒‒ ‒‒‒‒‒ ‒‒‒‒‒ ‒‒‒ ‒‒‒ ‒‒‒ ‒‒‒ ‒‒‒ ‒‒‒ ‒‒‒ ‒‒‒ ‒‒‒ ‒‒‒‒‒‒ ‒‒‒‒‒‒ ‒‒‒‒‒‒ ‒‒‒‒‒‒ ‒‒‒‒‒‒ ‒‒‒‒‒‒ ‒‒‒‒‒‒ ‒‒‒‒‒‒ ‒‒‒‒‒‒ ‒‒‒‒ ‒‒‒‒ ‒‒‒‒ ‒‒‒‒ ‒‒‒‒ ‒‒‒‒ ‒‒‒‒ ‒‒‒‒ ‒‒‒‒ ‒‒ ‒‒ ‒‒ ‒‒ ‒‒ ‒‒ ‒‒ ‒‒ ‒‒ ‒‒‒‒‒ ‒‒‒‒‒ ‒‒‒‒‒ ‒‒‒‒‒ ‒‒‒‒‒ ‒‒‒‒‒ ‒‒‒‒‒ ‒‒‒‒‒ ‒‒‒‒‒ ‒‒‒ ‒‒‒ ‒‒‒ ‒‒‒ ‒‒‒ ‒‒‒ ‒‒‒ ‒‒‒ ‒‒‒ ‒‒‒‒‒‒ ‒‒‒‒‒‒ ‒‒‒‒‒‒ ‒‒‒‒‒‒ ‒‒‒‒‒‒ ‒‒‒‒‒‒ ‒‒‒‒‒‒ ‒‒‒‒‒‒ ‒‒‒‒‒‒ ‒‒‒‒ ‒‒‒‒ ‒‒‒‒ ‒‒‒‒ ‒‒‒‒ ‒‒‒‒ ‒‒‒‒ ‒‒‒‒ ‒‒‒‒ ‒‒ ‒‒ ‒‒ ‒‒ ‒‒ ‒‒ ‒‒ ‒‒ ‒‒ ‒‒‒‒‒ ‒‒‒‒‒ ‒‒‒‒‒ ‒‒‒‒‒ ‒‒‒‒‒ ‒‒‒‒‒ ‒‒‒‒‒ ‒‒‒‒‒ ‒‒‒‒‒ xyxy=(312,725,462,776)
article-separator xyxy=(166,371,296,372)
article-separator xyxy=(322,592,452,593)
column-1 xyxy=(6,181,150,753)
article-body: ‒‒‒‒‒ ‒‒‒‒‒ ‒‒‒‒‒ ‒‒‒‒‒ ‒‒‒‒‒ ‒‒‒‒‒ ‒‒‒‒‒ ‒‒‒‒‒ ‒‒‒‒‒ ‒‒‒ ‒‒‒ ‒‒‒ ‒‒‒ ‒‒‒ ‒‒‒ ‒‒‒ ‒‒‒ ‒‒‒ ‒‒‒‒‒‒ ‒‒‒‒‒‒ ‒‒‒‒‒‒ ‒‒‒‒‒‒ ‒‒‒‒‒‒ ‒‒‒‒‒‒ ‒‒‒‒‒‒ ‒‒‒‒‒‒ ‒‒‒‒‒‒ ‒‒‒‒ ‒‒‒‒ ‒‒‒‒ ‒‒‒‒ ‒‒‒‒ ‒‒‒‒ ‒‒‒‒ ‒‒‒‒ ‒‒‒‒ ‒‒ ‒‒ ‒‒ ‒‒ ‒‒ ‒‒ ‒‒ ‒‒ ‒‒ ‒‒‒‒‒ ‒‒‒‒‒ ‒‒‒‒‒ ‒‒‒‒‒ ‒‒‒‒‒ ‒‒‒‒‒ ‒‒‒‒‒ ‒‒‒‒‒ ‒‒‒‒‒ ‒‒‒ ‒‒‒ ‒‒‒ ‒‒‒ ‒‒‒ ‒‒‒ ‒‒‒ ‒‒‒ ‒‒‒ ‒‒‒‒‒‒ ‒‒‒‒‒‒ ‒‒‒‒‒‒ ‒‒‒‒‒‒ ‒‒‒‒‒‒ ‒‒‒‒‒‒ ‒‒‒‒‒‒ ‒‒‒‒‒‒ ‒‒‒‒‒‒ ‒‒‒‒ ‒‒‒‒ ‒‒‒‒ ‒‒‒‒ ‒‒‒‒ ‒‒‒‒ ‒‒‒‒ ‒‒‒‒ ‒‒‒‒ ‒‒ ‒‒ ‒‒ ‒‒ ‒‒ ‒‒ ‒‒ ‒‒ ‒‒ ‒‒‒‒‒ ‒‒‒‒‒ ‒‒‒‒‒ ‒‒‒‒‒ ‒‒‒‒‒ ‒‒‒‒‒ ‒‒‒‒‒ ‒‒‒‒‒ ‒‒‒‒‒ xyxy=(6,436,150,487)
article-body: ‒‒‒‒‒ ‒‒‒‒‒ ‒‒‒‒‒ ‒‒‒‒‒ ‒‒‒‒‒ ‒‒‒‒‒ ‒‒‒‒‒ ‒‒‒‒‒ ‒‒‒‒‒ ‒‒‒ ‒‒‒ ‒‒‒ ‒‒‒ ‒‒‒ ‒‒‒ ‒‒‒ ‒‒‒ ‒‒‒ ‒‒‒‒‒‒ ‒‒‒‒‒‒ ‒‒‒‒‒‒ ‒‒‒‒‒‒ ‒‒‒‒‒‒ ‒‒‒‒‒‒ ‒‒‒‒‒‒ ‒‒‒‒‒‒ ‒‒‒‒‒‒ ‒‒‒‒ ‒‒‒‒ ‒‒‒‒ ‒‒‒‒ ‒‒‒‒ ‒‒‒‒ ‒‒‒‒ ‒‒‒‒ ‒‒‒‒ ‒‒ ‒‒ ‒‒ ‒‒ ‒‒ ‒‒ ‒‒ ‒‒ ‒‒ ‒‒‒‒‒ ‒‒‒‒‒ ‒‒‒‒‒ ‒‒‒‒‒ ‒‒‒‒‒ ‒‒‒‒‒ ‒‒‒‒‒ ‒‒‒‒‒ ‒‒‒‒‒ ‒‒‒ ‒‒‒ ‒‒‒ ‒‒‒ ‒‒‒ ‒‒‒ ‒‒‒ ‒‒‒ ‒‒‒ ‒‒‒‒‒‒ ‒‒‒‒‒‒ ‒‒‒‒‒‒ ‒‒‒‒‒‒ ‒‒‒‒‒‒ ‒‒‒‒‒‒ ‒‒‒‒‒‒ ‒‒‒‒‒‒ ‒‒‒‒‒‒ ‒‒‒‒ ‒‒‒‒ ‒‒‒‒ ‒‒‒‒ ‒‒‒‒ ‒‒‒‒ ‒‒‒‒ ‒‒‒‒ ‒‒‒‒ ‒‒ ‒‒ ‒‒ ‒‒ ‒‒ ‒‒ ‒‒ ‒‒ ‒‒ ‒‒‒‒‒ ‒‒‒‒‒ ‒‒‒‒‒ ‒‒‒‒‒ ‒‒‒‒‒ ‒‒‒‒‒ ‒‒‒‒‒ ‒‒‒‒‒ ‒‒‒‒‒ xyxy=(156,450,306,501)
headline-sparen: Frankreich und England sparen xyxy=(316,785,458,809)
deck-island: Britisches Hilfskreuzer von deutschen Seestreitkräften versenkt — Weitere Erfolge im Norden xyxy=(159,196,303,216)
headline-priens: Neue Heldentat Priens xyxy=(27,181,129,207)
article-separator xyxy=(322,780,452,781)
article-body: ‒‒‒‒ ‒‒‒‒ ‒‒‒‒ ‒‒‒‒ ‒‒‒‒ ‒‒‒‒ ‒‒‒‒ ‒‒‒‒ ‒‒‒‒ ‒‒ ‒‒ ‒‒ ‒‒ ‒‒ ‒‒ ‒‒ ‒‒ ‒‒ ‒‒‒‒‒ ‒‒‒‒‒ ‒‒‒‒‒ ‒‒‒‒‒ ‒‒‒‒‒ ‒‒‒‒‒ ‒‒‒‒‒ ‒‒‒‒‒ ‒‒‒‒‒ ‒‒‒ ‒‒‒ ‒‒‒ ‒‒‒ ‒‒‒ ‒‒‒ ‒‒‒ ‒‒‒ ‒‒‒ ‒‒‒‒‒‒ ‒‒‒‒‒‒ ‒‒‒‒‒‒ ‒‒‒‒‒‒ ‒‒‒‒‒‒ ‒‒‒‒‒‒ ‒‒‒‒‒‒ ‒‒‒‒‒‒ ‒‒‒‒‒‒ ‒‒‒‒ ‒‒‒‒ ‒‒‒‒ ‒‒‒‒ ‒‒‒‒ ‒‒‒‒ ‒‒‒‒ ‒‒‒‒ ‒‒‒‒ ‒‒ ‒‒ ‒‒ ‒‒ ‒‒ ‒‒ ‒‒ ‒‒ ‒‒ ‒‒‒‒‒ ‒‒‒‒‒ ‒‒‒‒‒ ‒‒‒‒‒ ‒‒‒‒‒ ‒‒‒‒‒ ‒‒‒‒‒ ‒‒‒‒‒ ‒‒‒‒‒ ‒‒‒ ‒‒‒ ‒‒‒ ‒‒‒ ‒‒‒ ‒‒‒ ‒‒‒ ‒‒‒ ‒‒‒ ‒‒‒‒‒‒ ‒‒‒‒‒‒ ‒‒‒‒‒‒ ‒‒‒‒‒‒ ‒‒‒‒‒‒ ‒‒‒‒‒‒ ‒‒‒‒‒‒ ‒‒‒‒‒‒ ‒‒‒‒‒‒ ‒‒‒‒ ‒‒‒‒ ‒‒‒‒ ‒‒‒‒ ‒‒‒‒ ‒‒‒‒ ‒‒‒‒ ‒‒‒‒ ‒‒‒‒ xyxy=(156,267,306,312)
article-separator xyxy=(322,378,452,379)
article-body: ‒‒‒‒‒‒ ‒‒‒‒‒‒ ‒‒‒‒‒‒ ‒‒‒‒‒‒ ‒‒‒‒‒‒ ‒‒‒‒‒‒ ‒‒‒‒‒‒ ‒‒‒‒‒‒ ‒‒‒‒‒‒ ‒‒‒‒ ‒‒‒‒ ‒‒‒‒ ‒‒‒‒ ‒‒‒‒ ‒‒‒‒ ‒‒‒‒ ‒‒‒‒ ‒‒‒‒ ‒‒ ‒‒ ‒‒ ‒‒ ‒‒ ‒‒ ‒‒ ‒‒ ‒‒ ‒‒‒‒‒ ‒‒‒‒‒ ‒‒‒‒‒ ‒‒‒‒‒ ‒‒‒‒‒ ‒‒‒‒‒ ‒‒‒‒‒ ‒‒‒‒‒ ‒‒‒‒‒ ‒‒‒ ‒‒‒ ‒‒‒ ‒‒‒ ‒‒‒ ‒‒‒ ‒‒‒ ‒‒‒ ‒‒‒ ‒‒‒‒‒‒ ‒‒‒‒‒‒ ‒‒‒‒‒‒ ‒‒‒‒‒‒ ‒‒‒‒‒‒ ‒‒‒‒‒‒ ‒‒‒‒‒‒ ‒‒‒‒‒‒ ‒‒‒‒‒‒ ‒‒‒‒ ‒‒‒‒ ‒‒‒‒ ‒‒‒‒ ‒‒‒‒ ‒‒‒‒ ‒‒‒‒ ‒‒‒‒ ‒‒‒‒ ‒‒ ‒‒ ‒‒ ‒‒ ‒‒ ‒‒ ‒‒ ‒‒ ‒‒ ‒‒‒‒‒ ‒‒‒‒‒ ‒‒‒‒‒ ‒‒‒‒‒ ‒‒‒‒‒ ‒‒‒‒‒ ‒‒‒‒‒ ‒‒‒‒‒ ‒‒‒‒‒ ‒‒‒ ‒‒‒ ‒‒‒ ‒‒‒ ‒‒‒ ‒‒‒ ‒‒‒ ‒‒‒ ‒‒‒ ‒‒‒‒‒‒ ‒‒‒‒‒‒ ‒‒‒‒‒‒ ‒‒‒‒‒‒ ‒‒‒‒‒‒ ‒‒‒‒‒‒ ‒‒‒‒‒‒ ‒‒‒‒‒‒ ‒‒‒‒‒‒ xyxy=(6,328,150,379)
headline-rawalpindi: Fluchtversuch der „Rawalpindi“ xyxy=(178,607,284,631)
masthead-subtitle: für Stadt Elsfleth und Umgebung xyxy=(22,62,446,87)
article-body: ‒‒‒‒ ‒‒‒‒ ‒‒‒‒ ‒‒‒‒ ‒‒‒‒ ‒‒‒‒ ‒‒‒‒ ‒‒‒‒ ‒‒‒‒ ‒‒ ‒‒ ‒‒ ‒‒ ‒‒ ‒‒ ‒‒ ‒‒ ‒‒ ‒‒‒‒‒ ‒‒‒‒‒ ‒‒‒‒‒ ‒‒‒‒‒ ‒‒‒‒‒ ‒‒‒‒‒ ‒‒‒‒‒ ‒‒‒‒‒ ‒‒‒‒‒ ‒‒‒ ‒‒‒ ‒‒‒ ‒‒‒ ‒‒‒ ‒‒‒ ‒‒‒ ‒‒‒ ‒‒‒ ‒‒‒‒‒‒ ‒‒‒‒‒‒ ‒‒‒‒‒‒ ‒‒‒‒‒‒ ‒‒‒‒‒‒ ‒‒‒‒‒‒ ‒‒‒‒‒‒ ‒‒‒‒‒‒ ‒‒‒‒‒‒ ‒‒‒‒ ‒‒‒‒ ‒‒‒‒ ‒‒‒‒ ‒‒‒‒ ‒‒‒‒ ‒‒‒‒ ‒‒‒‒ ‒‒‒‒ ‒‒ ‒‒ ‒‒ ‒‒ ‒‒ ‒‒ ‒‒ ‒‒ ‒‒ ‒‒‒‒‒ ‒‒‒‒‒ ‒‒‒‒‒ ‒‒‒‒‒ ‒‒‒‒‒ ‒‒‒‒‒ ‒‒‒‒‒ ‒‒‒‒‒ ‒‒‒‒‒ ‒‒‒ ‒‒‒ ‒‒‒ ‒‒‒ ‒‒‒ ‒‒‒ ‒‒‒ ‒‒‒ ‒‒‒ ‒‒‒‒‒‒ ‒‒‒‒‒‒ ‒‒‒‒‒‒ ‒‒‒‒‒‒ ‒‒‒‒‒‒ ‒‒‒‒‒‒ ‒‒‒‒‒‒ ‒‒‒‒‒‒ ‒‒‒‒‒‒ ‒‒‒‒ ‒‒‒‒ ‒‒‒‒ ‒‒‒‒ ‒‒‒‒ ‒‒‒‒ ‒‒‒‒ ‒‒‒‒ ‒‒‒‒ xyxy=(312,542,462,588)
article-body: ‒‒‒‒‒‒ ‒‒‒‒‒‒ ‒‒‒‒‒‒ ‒‒‒‒‒‒ ‒‒‒‒‒‒ ‒‒‒‒‒‒ ‒‒‒‒‒‒ ‒‒‒‒‒‒ ‒‒‒‒‒‒ ‒‒‒‒ ‒‒‒‒ ‒‒‒‒ ‒‒‒‒ ‒‒‒‒ ‒‒‒‒ ‒‒‒‒ ‒‒‒‒ ‒‒‒‒ ‒‒ ‒‒ ‒‒ ‒‒ ‒‒ ‒‒ ‒‒ ‒‒ ‒‒ ‒‒‒‒‒ ‒‒‒‒‒ ‒‒‒‒‒ ‒‒‒‒‒ ‒‒‒‒‒ ‒‒‒‒‒ ‒‒‒‒‒ ‒‒‒‒‒ ‒‒‒‒‒ ‒‒‒ ‒‒‒ ‒‒‒ ‒‒‒ ‒‒‒ ‒‒‒ ‒‒‒ ‒‒‒ ‒‒‒ ‒‒‒‒‒‒ ‒‒‒‒‒‒ ‒‒‒‒‒‒ ‒‒‒‒‒‒ ‒‒‒‒‒‒ ‒‒‒‒‒‒ ‒‒‒‒‒‒ ‒‒‒‒‒‒ ‒‒‒‒‒‒ ‒‒‒‒ ‒‒‒‒ ‒‒‒‒ ‒‒‒‒ ‒‒‒‒ ‒‒‒‒ ‒‒‒‒ ‒‒‒‒ ‒‒‒‒ ‒‒ ‒‒ ‒‒ ‒‒ ‒‒ ‒‒ ‒‒ ‒‒ ‒‒ ‒‒‒‒‒ ‒‒‒‒‒ ‒‒‒‒‒ ‒‒‒‒‒ ‒‒‒‒‒ ‒‒‒‒‒ ‒‒‒‒‒ ‒‒‒‒‒ ‒‒‒‒‒ ‒‒‒ ‒‒‒ ‒‒‒ ‒‒‒ ‒‒‒ ‒‒‒ ‒‒‒ ‒‒‒ ‒‒‒ ‒‒‒‒‒‒ ‒‒‒‒‒‒ ‒‒‒‒‒‒ ‒‒‒‒‒‒ ‒‒‒‒‒‒ ‒‒‒‒‒‒ ‒‒‒‒‒‒ ‒‒‒‒‒‒ ‒‒‒‒‒‒ xyxy=(156,316,306,367)
coat-of-arms-icon xyxy=(205,94,247,134)
article-body: ‒‒‒‒ ‒‒‒‒ ‒‒‒‒ ‒‒‒‒ ‒‒‒‒ ‒‒‒‒ ‒‒‒‒ ‒‒‒‒ ‒‒‒‒ ‒‒ ‒‒ ‒‒ ‒‒ ‒‒ ‒‒ ‒‒ ‒‒ ‒‒ ‒‒‒‒‒ ‒‒‒‒‒ ‒‒‒‒‒ ‒‒‒‒‒ ‒‒‒‒‒ ‒‒‒‒‒ ‒‒‒‒‒ ‒‒‒‒‒ ‒‒‒‒‒ ‒‒‒ ‒‒‒ ‒‒‒ ‒‒‒ ‒‒‒ ‒‒‒ ‒‒‒ ‒‒‒ ‒‒‒ ‒‒‒‒‒‒ ‒‒‒‒‒‒ ‒‒‒‒‒‒ ‒‒‒‒‒‒ ‒‒‒‒‒‒ ‒‒‒‒‒‒ ‒‒‒‒‒‒ ‒‒‒‒‒‒ ‒‒‒‒‒‒ ‒‒‒‒ ‒‒‒‒ ‒‒‒‒ ‒‒‒‒ ‒‒‒‒ ‒‒‒‒ ‒‒‒‒ ‒‒‒‒ ‒‒‒‒ ‒‒ ‒‒ ‒‒ ‒‒ ‒‒ ‒‒ ‒‒ ‒‒ ‒‒ ‒‒‒‒‒ ‒‒‒‒‒ ‒‒‒‒‒ ‒‒‒‒‒ ‒‒‒‒‒ ‒‒‒‒‒ ‒‒‒‒‒ ‒‒‒‒‒ ‒‒‒‒‒ ‒‒‒ ‒‒‒ ‒‒‒ ‒‒‒ ‒‒‒ ‒‒‒ ‒‒‒ ‒‒‒ ‒‒‒ ‒‒‒‒‒‒ ‒‒‒‒‒‒ ‒‒‒‒‒‒ ‒‒‒‒‒‒ ‒‒‒‒‒‒ ‒‒‒‒‒‒ ‒‒‒‒‒‒ ‒‒‒‒‒‒ ‒‒‒‒‒‒ ‒‒‒‒ ‒‒‒‒ ‒‒‒‒ ‒‒‒‒ ‒‒‒‒ ‒‒‒‒ ‒‒‒‒ ‒‒‒‒ ‒‒‒‒ xyxy=(312,207,462,252)
article-body: ‒‒‒ ‒‒‒ ‒‒‒ ‒‒‒ ‒‒‒ ‒‒‒ ‒‒‒ ‒‒‒ ‒‒‒ ‒‒‒‒‒‒ ‒‒‒‒‒‒ ‒‒‒‒‒‒ ‒‒‒‒‒‒ ‒‒‒‒‒‒ ‒‒‒‒‒‒ ‒‒‒‒‒‒ ‒‒‒‒‒‒ ‒‒‒‒‒‒ ‒‒‒‒ ‒‒‒‒ ‒‒‒‒ ‒‒‒‒ ‒‒‒‒ ‒‒‒‒ ‒‒‒‒ ‒‒‒‒ ‒‒‒‒ ‒‒ ‒‒ ‒‒ ‒‒ ‒‒ ‒‒ ‒‒ ‒‒ ‒‒ ‒‒‒‒‒ ‒‒‒‒‒ ‒‒‒‒‒ ‒‒‒‒‒ ‒‒‒‒‒ ‒‒‒‒‒ ‒‒‒‒‒ ‒‒‒‒‒ ‒‒‒‒‒ ‒‒‒ ‒‒‒ ‒‒‒ ‒‒‒ ‒‒‒ ‒‒‒ ‒‒‒ ‒‒‒ ‒‒‒ ‒‒‒‒‒‒ ‒‒‒‒‒‒ ‒‒‒‒‒‒ ‒‒‒‒‒‒ ‒‒‒‒‒‒ ‒‒‒‒‒‒ ‒‒‒‒‒‒ ‒‒‒‒‒‒ ‒‒‒‒‒‒ ‒‒‒‒ ‒‒‒‒ ‒‒‒‒ ‒‒‒‒ ‒‒‒‒ ‒‒‒‒ ‒‒‒‒ ‒‒‒‒ ‒‒‒‒ ‒‒ ‒‒ ‒‒ ‒‒ ‒‒ ‒‒ ‒‒ ‒‒ ‒‒ ‒‒‒‒‒ ‒‒‒‒‒ ‒‒‒‒‒ ‒‒‒‒‒ ‒‒‒‒‒ ‒‒‒‒‒ ‒‒‒‒‒ ‒‒‒‒‒ ‒‒‒‒‒ ‒‒‒ ‒‒‒ ‒‒‒ ‒‒‒ ‒‒‒ ‒‒‒ ‒‒‒ ‒‒‒ ‒‒‒ xyxy=(156,401,306,446)
place-date: Elsfleth, Donnerstag, den 30. November xyxy=(140,164,332,174)
notice-box xyxy=(8,757,148,772)
column-3 xyxy=(312,181,462,856)
article-body: ‒‒‒ ‒‒‒ ‒‒‒ ‒‒‒ ‒‒‒ ‒‒‒ ‒‒‒ ‒‒‒ ‒‒‒ ‒‒‒‒‒‒ ‒‒‒‒‒‒ ‒‒‒‒‒‒ ‒‒‒‒‒‒ ‒‒‒‒‒‒ ‒‒‒‒‒‒ ‒‒‒‒‒‒ ‒‒‒‒‒‒ ‒‒‒‒‒‒ ‒‒‒‒ ‒‒‒‒ ‒‒‒‒ ‒‒‒‒ ‒‒‒‒ ‒‒‒‒ ‒‒‒‒ ‒‒‒‒ ‒‒‒‒ ‒‒ ‒‒ ‒‒ ‒‒ ‒‒ ‒‒ ‒‒ ‒‒ ‒‒ ‒‒‒‒‒ ‒‒‒‒‒ ‒‒‒‒‒ ‒‒‒‒‒ ‒‒‒‒‒ ‒‒‒‒‒ ‒‒‒‒‒ ‒‒‒‒‒ ‒‒‒‒‒ ‒‒‒ ‒‒‒ ‒‒‒ ‒‒‒ ‒‒‒ ‒‒‒ ‒‒‒ ‒‒‒ ‒‒‒ ‒‒‒‒‒‒ ‒‒‒‒‒‒ ‒‒‒‒‒‒ ‒‒‒‒‒‒ ‒‒‒‒‒‒ ‒‒‒‒‒‒ ‒‒‒‒‒‒ ‒‒‒‒‒‒ ‒‒‒‒‒‒ ‒‒‒‒ ‒‒‒‒ ‒‒‒‒ ‒‒‒‒ ‒‒‒‒ ‒‒‒‒ ‒‒‒‒ ‒‒‒‒ ‒‒‒‒ ‒‒ ‒‒ ‒‒ ‒‒ ‒‒ ‒‒ ‒‒ ‒‒ ‒‒ ‒‒‒‒‒ ‒‒‒‒‒ ‒‒‒‒‒ ‒‒‒‒‒ ‒‒‒‒‒ ‒‒‒‒‒ ‒‒‒‒‒ ‒‒‒‒‒ ‒‒‒‒‒ ‒‒‒ ‒‒‒ ‒‒‒ ‒‒‒ ‒‒‒ ‒‒‒ ‒‒‒ ‒‒‒ ‒‒‒ xyxy=(312,329,462,374)
headline-tanker: Britischer 10000-t-Tanker gesunken xyxy=(312,468,462,492)
article-separator xyxy=(322,463,452,464)
article-body: ‒‒‒‒ ‒‒‒‒ ‒‒‒‒ ‒‒‒‒ ‒‒‒‒ ‒‒‒‒ ‒‒‒‒ ‒‒‒‒ ‒‒‒‒ ‒‒ ‒‒ ‒‒ ‒‒ ‒‒ ‒‒ ‒‒ ‒‒ ‒‒ ‒‒‒‒‒ ‒‒‒‒‒ ‒‒‒‒‒ ‒‒‒‒‒ ‒‒‒‒‒ ‒‒‒‒‒ ‒‒‒‒‒ ‒‒‒‒‒ ‒‒‒‒‒ ‒‒‒ ‒‒‒ ‒‒‒ ‒‒‒ ‒‒‒ ‒‒‒ ‒‒‒ ‒‒‒ ‒‒‒ ‒‒‒‒‒‒ ‒‒‒‒‒‒ ‒‒‒‒‒‒ ‒‒‒‒‒‒ ‒‒‒‒‒‒ ‒‒‒‒‒‒ ‒‒‒‒‒‒ ‒‒‒‒‒‒ ‒‒‒‒‒‒ ‒‒‒‒ ‒‒‒‒ ‒‒‒‒ ‒‒‒‒ ‒‒‒‒ ‒‒‒‒ ‒‒‒‒ ‒‒‒‒ ‒‒‒‒ ‒‒ ‒‒ ‒‒ ‒‒ ‒‒ ‒‒ ‒‒ ‒‒ ‒‒ ‒‒‒‒‒ ‒‒‒‒‒ ‒‒‒‒‒ ‒‒‒‒‒ ‒‒‒‒‒ ‒‒‒‒‒ ‒‒‒‒‒ ‒‒‒‒‒ ‒‒‒‒‒ ‒‒‒ ‒‒‒ ‒‒‒ ‒‒‒ ‒‒‒ ‒‒‒ ‒‒‒ ‒‒‒ ‒‒‒ ‒‒‒‒‒‒ ‒‒‒‒‒‒ ‒‒‒‒‒‒ ‒‒‒‒‒‒ ‒‒‒‒‒‒ ‒‒‒‒‒‒ ‒‒‒‒‒‒ ‒‒‒‒‒‒ ‒‒‒‒‒‒ ‒‒‒‒ ‒‒‒‒ ‒‒‒‒ ‒‒‒‒ ‒‒‒‒ ‒‒‒‒ ‒‒‒‒ ‒‒‒‒ ‒‒‒‒ xyxy=(6,540,150,590)
headline-minen: Minen töten im Raum xyxy=(323,315,451,327)
article-body: ‒‒ ‒‒ ‒‒ ‒‒ ‒‒ ‒‒ ‒‒ ‒‒ ‒‒ ‒‒‒‒‒ ‒‒‒‒‒ ‒‒‒‒‒ ‒‒‒‒‒ ‒‒‒‒‒ ‒‒‒‒‒ ‒‒‒‒‒ ‒‒‒‒‒ ‒‒‒‒‒ ‒‒‒ ‒‒‒ ‒‒‒ ‒‒‒ ‒‒‒ ‒‒‒ ‒‒‒ ‒‒‒ ‒‒‒ ‒‒‒‒‒‒ ‒‒‒‒‒‒ ‒‒‒‒‒‒ ‒‒‒‒‒‒ ‒‒‒‒‒‒ ‒‒‒‒‒‒ ‒‒‒‒‒‒ ‒‒‒‒‒‒ ‒‒‒‒‒‒ ‒‒‒‒ ‒‒‒‒ ‒‒‒‒ ‒‒‒‒ ‒‒‒‒ ‒‒‒‒ ‒‒‒‒ ‒‒‒‒ ‒‒‒‒ ‒‒ ‒‒ ‒‒ ‒‒ ‒‒ ‒‒ ‒‒ ‒‒ ‒‒ ‒‒‒‒‒ ‒‒‒‒‒ ‒‒‒‒‒ ‒‒‒‒‒ ‒‒‒‒‒ ‒‒‒‒‒ ‒‒‒‒‒ ‒‒‒‒‒ ‒‒‒‒‒ ‒‒‒ ‒‒‒ ‒‒‒ ‒‒‒ ‒‒‒ ‒‒‒ ‒‒‒ ‒‒‒ ‒‒‒ ‒‒‒‒‒‒ ‒‒‒‒‒‒ ‒‒‒‒‒‒ ‒‒‒‒‒‒ ‒‒‒‒‒‒ ‒‒‒‒‒‒ ‒‒‒‒‒‒ ‒‒‒‒‒‒ ‒‒‒‒‒‒ ‒‒‒‒ ‒‒‒‒ ‒‒‒‒ ‒‒‒‒ ‒‒‒‒ ‒‒‒‒ ‒‒‒‒ ‒‒‒‒ ‒‒‒‒ ‒‒ ‒‒ ‒‒ ‒‒ ‒‒ ‒‒ ‒‒ ‒‒ ‒‒ xyxy=(6,225,150,270)
